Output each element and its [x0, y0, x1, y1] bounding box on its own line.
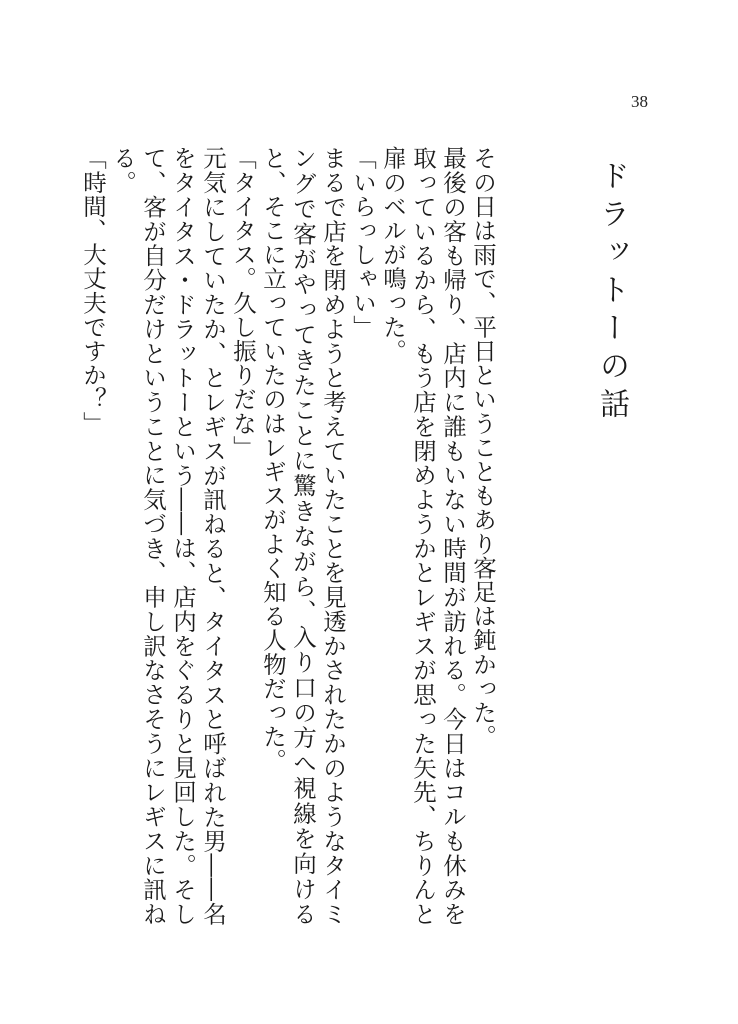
paragraph: 「時間、大丈夫ですか？」	[79, 146, 107, 436]
paragraph: 「タイタス。久し振りだな」	[229, 146, 257, 460]
paragraph: その日は雨で、平日ということもあり客足は鈍かった。	[469, 146, 497, 749]
page-number: 38	[631, 92, 648, 111]
paragraph: まるで店を閉めようと考えていたことを見透かされたかのようなタイミングで客がやってきたことに驚きながら、入り口の方へ視線を向けると、そこに立っていたのはレギスがよく知る人物だった。	[259, 146, 347, 926]
chapter-title: ドラットーの話	[594, 160, 629, 426]
paragraph: 元気にしていたか、とレギスが訊ねると、タイタスと呼ばれた男――名をタイタス・ドラットーという――は、店内をぐるりと見回した。そして、客が自分だけということに気づき、申し訳なさそうにレギスに訊ねる。	[109, 146, 227, 926]
paragraph: 「いらっしゃい」	[349, 146, 377, 339]
paragraph: 最後の客も帰り、店内に誰もいない時間が訪れる。今日はコルも休みを取っているから、もう店を閉めようかとレギスが思った矢先、ちりんと扉のベルが鳴った。	[379, 146, 467, 926]
body-text	[79, 146, 498, 926]
